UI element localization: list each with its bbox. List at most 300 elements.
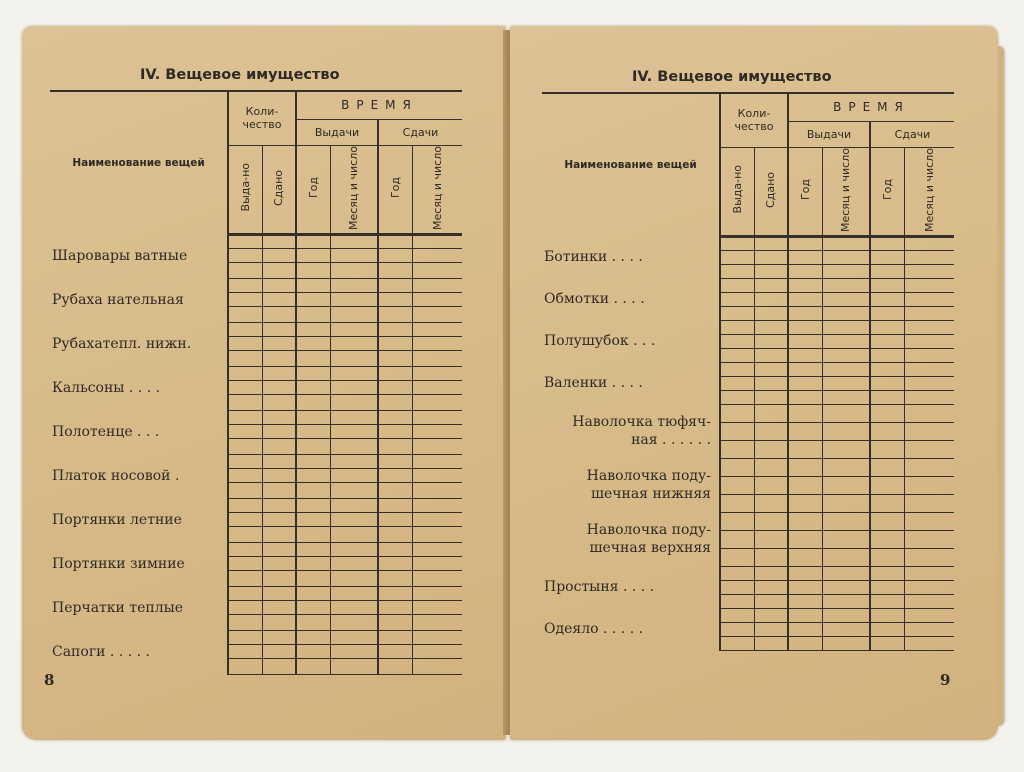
entry-cell[interactable] xyxy=(296,438,330,454)
entry-cell[interactable] xyxy=(228,658,262,674)
entry-cell[interactable] xyxy=(754,278,788,292)
entry-cell[interactable] xyxy=(904,458,954,476)
entry-cell[interactable] xyxy=(788,404,822,422)
entry-cell[interactable] xyxy=(788,390,822,404)
entry-cell[interactable] xyxy=(754,530,788,548)
entry-cell[interactable] xyxy=(330,512,378,526)
entry-cell[interactable] xyxy=(870,622,904,636)
entry-cell[interactable] xyxy=(412,468,462,482)
entry-cell[interactable] xyxy=(378,366,412,380)
entry-cell[interactable] xyxy=(870,530,904,548)
entry-cell[interactable] xyxy=(228,350,262,366)
entry-cell[interactable] xyxy=(788,476,822,494)
entry-cell[interactable] xyxy=(296,556,330,570)
entry-cell[interactable] xyxy=(378,248,412,262)
entry-cell[interactable] xyxy=(904,362,954,376)
entry-cell[interactable] xyxy=(870,608,904,622)
entry-cell[interactable] xyxy=(296,586,330,600)
entry-cell[interactable] xyxy=(870,494,904,512)
entry-cell[interactable] xyxy=(412,482,462,498)
entry-cell[interactable] xyxy=(822,458,870,476)
entry-cell[interactable] xyxy=(378,542,412,556)
entry-cell[interactable] xyxy=(788,458,822,476)
entry-cell[interactable] xyxy=(378,600,412,614)
entry-cell[interactable] xyxy=(262,454,296,468)
entry-cell[interactable] xyxy=(822,422,870,440)
entry-cell[interactable] xyxy=(720,376,754,390)
entry-cell[interactable] xyxy=(296,234,330,248)
entry-cell[interactable] xyxy=(754,250,788,264)
entry-cell[interactable] xyxy=(330,234,378,248)
entry-cell[interactable] xyxy=(228,614,262,630)
entry-cell[interactable] xyxy=(822,594,870,608)
entry-cell[interactable] xyxy=(412,526,462,542)
entry-cell[interactable] xyxy=(822,320,870,334)
entry-cell[interactable] xyxy=(296,394,330,410)
entry-cell[interactable] xyxy=(378,380,412,394)
entry-cell[interactable] xyxy=(330,336,378,350)
entry-cell[interactable] xyxy=(296,306,330,322)
entry-cell[interactable] xyxy=(788,494,822,512)
entry-cell[interactable] xyxy=(296,262,330,278)
entry-cell[interactable] xyxy=(754,348,788,362)
entry-cell[interactable] xyxy=(720,250,754,264)
entry-cell[interactable] xyxy=(904,320,954,334)
entry-cell[interactable] xyxy=(412,234,462,248)
entry-cell[interactable] xyxy=(412,248,462,262)
entry-cell[interactable] xyxy=(870,476,904,494)
entry-cell[interactable] xyxy=(296,322,330,336)
entry-cell[interactable] xyxy=(378,410,412,424)
entry-cell[interactable] xyxy=(330,248,378,262)
entry-cell[interactable] xyxy=(330,658,378,674)
entry-cell[interactable] xyxy=(788,548,822,566)
entry-cell[interactable] xyxy=(262,630,296,644)
entry-cell[interactable] xyxy=(870,278,904,292)
entry-cell[interactable] xyxy=(904,608,954,622)
entry-cell[interactable] xyxy=(228,644,262,658)
entry-cell[interactable] xyxy=(378,556,412,570)
entry-cell[interactable] xyxy=(330,306,378,322)
entry-cell[interactable] xyxy=(296,380,330,394)
entry-cell[interactable] xyxy=(412,542,462,556)
entry-cell[interactable] xyxy=(228,262,262,278)
entry-cell[interactable] xyxy=(330,570,378,586)
entry-cell[interactable] xyxy=(788,594,822,608)
entry-cell[interactable] xyxy=(330,454,378,468)
entry-cell[interactable] xyxy=(870,362,904,376)
entry-cell[interactable] xyxy=(412,366,462,380)
entry-cell[interactable] xyxy=(378,262,412,278)
entry-cell[interactable] xyxy=(788,292,822,306)
entry-cell[interactable] xyxy=(788,512,822,530)
entry-cell[interactable] xyxy=(228,278,262,292)
entry-cell[interactable] xyxy=(412,424,462,438)
entry-cell[interactable] xyxy=(788,566,822,580)
entry-cell[interactable] xyxy=(904,636,954,650)
entry-cell[interactable] xyxy=(870,580,904,594)
entry-cell[interactable] xyxy=(788,422,822,440)
entry-cell[interactable] xyxy=(870,566,904,580)
entry-cell[interactable] xyxy=(296,468,330,482)
entry-cell[interactable] xyxy=(228,454,262,468)
entry-cell[interactable] xyxy=(788,622,822,636)
entry-cell[interactable] xyxy=(720,494,754,512)
entry-cell[interactable] xyxy=(330,394,378,410)
entry-cell[interactable] xyxy=(378,658,412,674)
entry-cell[interactable] xyxy=(378,278,412,292)
entry-cell[interactable] xyxy=(330,380,378,394)
entry-cell[interactable] xyxy=(228,234,262,248)
entry-cell[interactable] xyxy=(822,264,870,278)
entry-cell[interactable] xyxy=(822,250,870,264)
entry-cell[interactable] xyxy=(296,526,330,542)
entry-cell[interactable] xyxy=(262,410,296,424)
entry-cell[interactable] xyxy=(378,350,412,366)
entry-cell[interactable] xyxy=(296,482,330,498)
entry-cell[interactable] xyxy=(262,586,296,600)
entry-cell[interactable] xyxy=(262,512,296,526)
entry-cell[interactable] xyxy=(822,278,870,292)
entry-cell[interactable] xyxy=(228,600,262,614)
entry-cell[interactable] xyxy=(228,336,262,350)
entry-cell[interactable] xyxy=(296,614,330,630)
entry-cell[interactable] xyxy=(412,570,462,586)
entry-cell[interactable] xyxy=(904,494,954,512)
entry-cell[interactable] xyxy=(378,394,412,410)
entry-cell[interactable] xyxy=(262,614,296,630)
entry-cell[interactable] xyxy=(296,366,330,380)
entry-cell[interactable] xyxy=(296,248,330,262)
entry-cell[interactable] xyxy=(904,476,954,494)
entry-cell[interactable] xyxy=(720,530,754,548)
entry-cell[interactable] xyxy=(262,380,296,394)
entry-cell[interactable] xyxy=(822,566,870,580)
entry-cell[interactable] xyxy=(296,658,330,674)
entry-cell[interactable] xyxy=(378,336,412,350)
entry-cell[interactable] xyxy=(330,292,378,306)
entry-cell[interactable] xyxy=(904,348,954,362)
entry-cell[interactable] xyxy=(904,292,954,306)
entry-cell[interactable] xyxy=(720,608,754,622)
entry-cell[interactable] xyxy=(330,644,378,658)
entry-cell[interactable] xyxy=(412,262,462,278)
entry-cell[interactable] xyxy=(870,320,904,334)
entry-cell[interactable] xyxy=(296,424,330,438)
entry-cell[interactable] xyxy=(904,278,954,292)
entry-cell[interactable] xyxy=(228,424,262,438)
entry-cell[interactable] xyxy=(754,390,788,404)
entry-cell[interactable] xyxy=(788,376,822,390)
entry-cell[interactable] xyxy=(330,614,378,630)
entry-cell[interactable] xyxy=(754,636,788,650)
entry-cell[interactable] xyxy=(720,622,754,636)
entry-cell[interactable] xyxy=(720,458,754,476)
entry-cell[interactable] xyxy=(296,278,330,292)
entry-cell[interactable] xyxy=(262,394,296,410)
entry-cell[interactable] xyxy=(822,548,870,566)
entry-cell[interactable] xyxy=(412,292,462,306)
entry-cell[interactable] xyxy=(788,306,822,320)
entry-cell[interactable] xyxy=(754,422,788,440)
entry-cell[interactable] xyxy=(296,542,330,556)
entry-cell[interactable] xyxy=(330,482,378,498)
entry-cell[interactable] xyxy=(378,644,412,658)
entry-cell[interactable] xyxy=(904,594,954,608)
entry-cell[interactable] xyxy=(228,498,262,512)
entry-cell[interactable] xyxy=(720,306,754,320)
entry-cell[interactable] xyxy=(330,600,378,614)
entry-cell[interactable] xyxy=(412,438,462,454)
entry-cell[interactable] xyxy=(296,644,330,658)
entry-cell[interactable] xyxy=(330,438,378,454)
entry-cell[interactable] xyxy=(262,292,296,306)
entry-cell[interactable] xyxy=(378,630,412,644)
entry-cell[interactable] xyxy=(378,292,412,306)
entry-cell[interactable] xyxy=(870,250,904,264)
entry-cell[interactable] xyxy=(822,622,870,636)
entry-cell[interactable] xyxy=(720,278,754,292)
entry-cell[interactable] xyxy=(904,250,954,264)
entry-cell[interactable] xyxy=(822,362,870,376)
entry-cell[interactable] xyxy=(228,292,262,306)
entry-cell[interactable] xyxy=(788,608,822,622)
entry-cell[interactable] xyxy=(870,292,904,306)
entry-cell[interactable] xyxy=(412,644,462,658)
entry-cell[interactable] xyxy=(904,512,954,530)
entry-cell[interactable] xyxy=(870,458,904,476)
entry-cell[interactable] xyxy=(788,278,822,292)
entry-cell[interactable] xyxy=(412,512,462,526)
entry-cell[interactable] xyxy=(822,608,870,622)
entry-cell[interactable] xyxy=(412,454,462,468)
entry-cell[interactable] xyxy=(228,380,262,394)
entry-cell[interactable] xyxy=(262,658,296,674)
entry-cell[interactable] xyxy=(412,306,462,322)
entry-cell[interactable] xyxy=(720,440,754,458)
entry-cell[interactable] xyxy=(262,542,296,556)
entry-cell[interactable] xyxy=(378,454,412,468)
entry-cell[interactable] xyxy=(870,348,904,362)
entry-cell[interactable] xyxy=(822,404,870,422)
entry-cell[interactable] xyxy=(904,422,954,440)
entry-cell[interactable] xyxy=(262,336,296,350)
entry-cell[interactable] xyxy=(904,566,954,580)
entry-cell[interactable] xyxy=(822,512,870,530)
entry-cell[interactable] xyxy=(822,376,870,390)
entry-cell[interactable] xyxy=(720,422,754,440)
entry-cell[interactable] xyxy=(822,292,870,306)
entry-cell[interactable] xyxy=(822,334,870,348)
entry-cell[interactable] xyxy=(330,410,378,424)
entry-cell[interactable] xyxy=(822,494,870,512)
entry-cell[interactable] xyxy=(904,334,954,348)
entry-cell[interactable] xyxy=(262,644,296,658)
entry-cell[interactable] xyxy=(754,440,788,458)
entry-cell[interactable] xyxy=(412,630,462,644)
entry-cell[interactable] xyxy=(378,438,412,454)
entry-cell[interactable] xyxy=(228,410,262,424)
entry-cell[interactable] xyxy=(330,526,378,542)
entry-cell[interactable] xyxy=(904,264,954,278)
entry-cell[interactable] xyxy=(788,264,822,278)
entry-cell[interactable] xyxy=(228,248,262,262)
entry-cell[interactable] xyxy=(904,440,954,458)
entry-cell[interactable] xyxy=(296,630,330,644)
entry-cell[interactable] xyxy=(228,542,262,556)
entry-cell[interactable] xyxy=(720,348,754,362)
entry-cell[interactable] xyxy=(720,580,754,594)
entry-cell[interactable] xyxy=(330,424,378,438)
entry-cell[interactable] xyxy=(754,548,788,566)
entry-cell[interactable] xyxy=(754,476,788,494)
entry-cell[interactable] xyxy=(412,410,462,424)
entry-cell[interactable] xyxy=(262,482,296,498)
entry-cell[interactable] xyxy=(754,376,788,390)
entry-cell[interactable] xyxy=(296,498,330,512)
entry-cell[interactable] xyxy=(378,512,412,526)
entry-cell[interactable] xyxy=(754,320,788,334)
entry-cell[interactable] xyxy=(822,476,870,494)
entry-cell[interactable] xyxy=(228,556,262,570)
entry-cell[interactable] xyxy=(330,542,378,556)
entry-cell[interactable] xyxy=(378,614,412,630)
entry-cell[interactable] xyxy=(330,366,378,380)
entry-cell[interactable] xyxy=(788,636,822,650)
entry-cell[interactable] xyxy=(870,422,904,440)
entry-cell[interactable] xyxy=(822,306,870,320)
entry-cell[interactable] xyxy=(262,526,296,542)
entry-cell[interactable] xyxy=(754,236,788,250)
entry-cell[interactable] xyxy=(296,292,330,306)
entry-cell[interactable] xyxy=(754,362,788,376)
entry-cell[interactable] xyxy=(822,440,870,458)
entry-cell[interactable] xyxy=(720,566,754,580)
entry-cell[interactable] xyxy=(788,334,822,348)
entry-cell[interactable] xyxy=(754,580,788,594)
entry-cell[interactable] xyxy=(822,236,870,250)
entry-cell[interactable] xyxy=(822,390,870,404)
entry-cell[interactable] xyxy=(228,482,262,498)
entry-cell[interactable] xyxy=(262,556,296,570)
entry-cell[interactable] xyxy=(412,658,462,674)
entry-cell[interactable] xyxy=(904,390,954,404)
entry-cell[interactable] xyxy=(754,404,788,422)
entry-cell[interactable] xyxy=(262,438,296,454)
entry-cell[interactable] xyxy=(822,348,870,362)
entry-cell[interactable] xyxy=(228,394,262,410)
entry-cell[interactable] xyxy=(228,306,262,322)
entry-cell[interactable] xyxy=(754,494,788,512)
entry-cell[interactable] xyxy=(904,404,954,422)
entry-cell[interactable] xyxy=(228,526,262,542)
entry-cell[interactable] xyxy=(296,336,330,350)
entry-cell[interactable] xyxy=(720,512,754,530)
entry-cell[interactable] xyxy=(822,530,870,548)
entry-cell[interactable] xyxy=(788,440,822,458)
entry-cell[interactable] xyxy=(228,586,262,600)
entry-cell[interactable] xyxy=(330,350,378,366)
entry-cell[interactable] xyxy=(870,376,904,390)
entry-cell[interactable] xyxy=(330,322,378,336)
entry-cell[interactable] xyxy=(788,348,822,362)
entry-cell[interactable] xyxy=(870,390,904,404)
entry-cell[interactable] xyxy=(754,306,788,320)
entry-cell[interactable] xyxy=(720,292,754,306)
entry-cell[interactable] xyxy=(412,586,462,600)
entry-cell[interactable] xyxy=(262,570,296,586)
entry-cell[interactable] xyxy=(378,424,412,438)
entry-cell[interactable] xyxy=(788,530,822,548)
entry-cell[interactable] xyxy=(788,236,822,250)
entry-cell[interactable] xyxy=(870,236,904,250)
entry-cell[interactable] xyxy=(330,556,378,570)
entry-cell[interactable] xyxy=(754,566,788,580)
entry-cell[interactable] xyxy=(720,236,754,250)
entry-cell[interactable] xyxy=(228,366,262,380)
entry-cell[interactable] xyxy=(262,278,296,292)
entry-cell[interactable] xyxy=(378,498,412,512)
entry-cell[interactable] xyxy=(412,600,462,614)
entry-cell[interactable] xyxy=(754,512,788,530)
entry-cell[interactable] xyxy=(330,262,378,278)
entry-cell[interactable] xyxy=(262,366,296,380)
entry-cell[interactable] xyxy=(296,454,330,468)
entry-cell[interactable] xyxy=(720,320,754,334)
entry-cell[interactable] xyxy=(904,376,954,390)
entry-cell[interactable] xyxy=(262,350,296,366)
entry-cell[interactable] xyxy=(412,380,462,394)
entry-cell[interactable] xyxy=(412,322,462,336)
entry-cell[interactable] xyxy=(754,458,788,476)
entry-cell[interactable] xyxy=(378,526,412,542)
entry-cell[interactable] xyxy=(228,438,262,454)
entry-cell[interactable] xyxy=(822,636,870,650)
entry-cell[interactable] xyxy=(330,468,378,482)
entry-cell[interactable] xyxy=(296,410,330,424)
entry-cell[interactable] xyxy=(330,278,378,292)
entry-cell[interactable] xyxy=(720,594,754,608)
entry-cell[interactable] xyxy=(754,594,788,608)
entry-cell[interactable] xyxy=(296,570,330,586)
entry-cell[interactable] xyxy=(330,586,378,600)
entry-cell[interactable] xyxy=(412,498,462,512)
entry-cell[interactable] xyxy=(870,548,904,566)
entry-cell[interactable] xyxy=(720,362,754,376)
entry-cell[interactable] xyxy=(754,334,788,348)
entry-cell[interactable] xyxy=(870,636,904,650)
entry-cell[interactable] xyxy=(228,570,262,586)
entry-cell[interactable] xyxy=(870,594,904,608)
entry-cell[interactable] xyxy=(378,570,412,586)
entry-cell[interactable] xyxy=(788,320,822,334)
entry-cell[interactable] xyxy=(296,512,330,526)
entry-cell[interactable] xyxy=(228,468,262,482)
entry-cell[interactable] xyxy=(378,482,412,498)
entry-cell[interactable] xyxy=(720,636,754,650)
entry-cell[interactable] xyxy=(412,336,462,350)
entry-cell[interactable] xyxy=(754,264,788,278)
entry-cell[interactable] xyxy=(412,350,462,366)
entry-cell[interactable] xyxy=(904,580,954,594)
entry-cell[interactable] xyxy=(870,334,904,348)
entry-cell[interactable] xyxy=(412,278,462,292)
entry-cell[interactable] xyxy=(870,264,904,278)
entry-cell[interactable] xyxy=(720,548,754,566)
entry-cell[interactable] xyxy=(378,234,412,248)
entry-cell[interactable] xyxy=(262,424,296,438)
entry-cell[interactable] xyxy=(262,234,296,248)
